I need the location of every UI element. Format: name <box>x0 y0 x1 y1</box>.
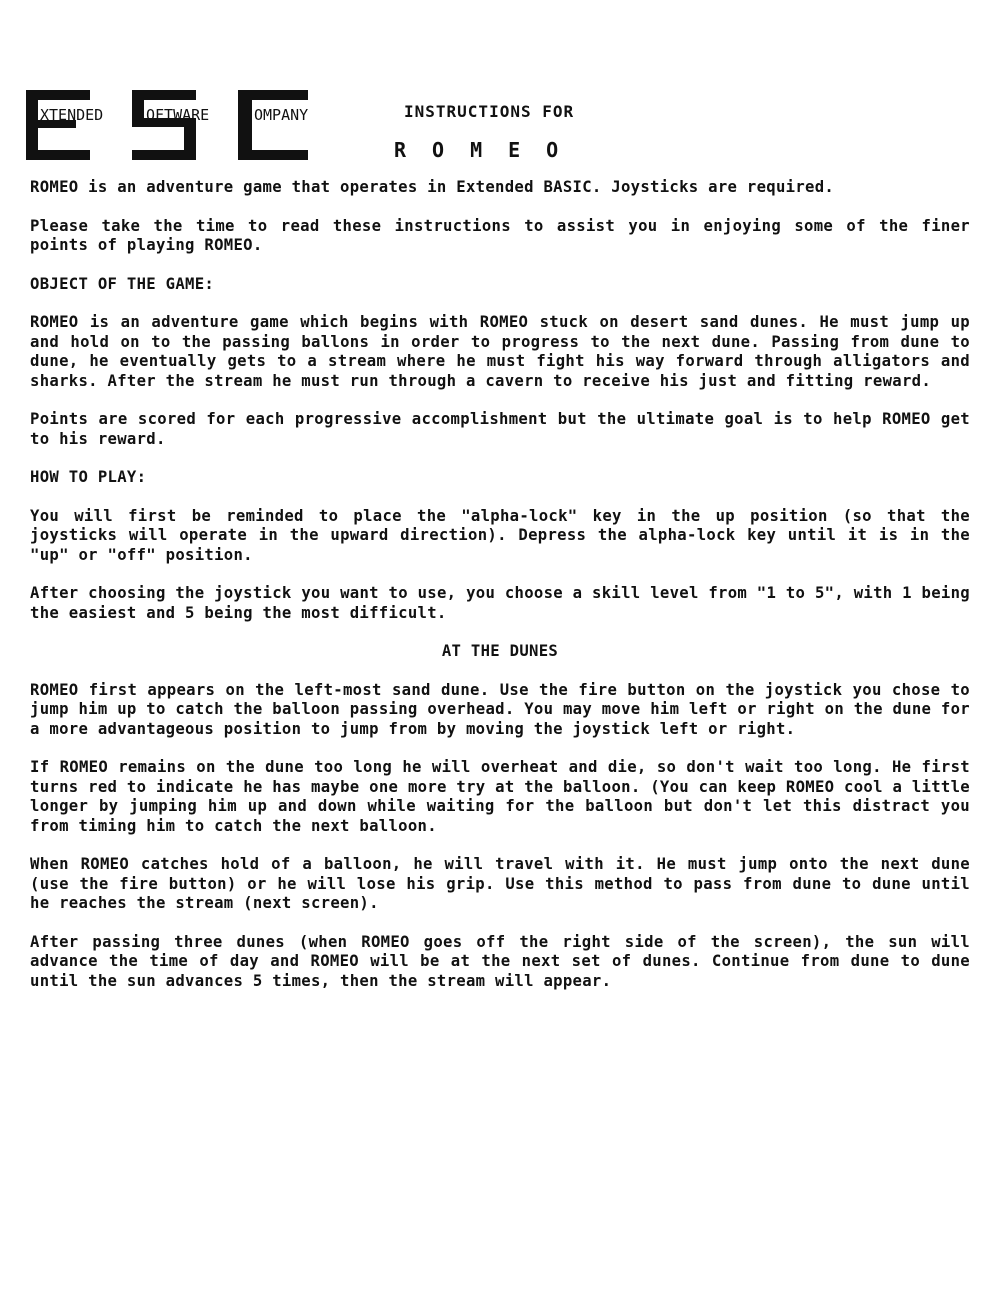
paragraph-points: Points are scored for each progressive accomplishment but the ultimate goal is to help ROMEO get to his reward. <box>30 410 970 448</box>
heading-how-to-play: HOW TO PLAY: <box>30 468 147 486</box>
instructions-for-label: INSTRUCTIONS FOR <box>404 102 575 121</box>
paragraph-skill-level: After choosing the joystick you want to use, you choose a skill level from "1 to 5", with 1 being the easiest and 5 being the most difficult. <box>30 584 970 622</box>
logo-word-ompany: OMPANY <box>254 106 309 124</box>
paragraph-please-read: Please take the time to read these instructions to assist you in enjoying some of the finer points of playing ROMEO. <box>30 216 970 254</box>
paragraph-object: ROMEO is an adventure game which begins with ROMEO stuck on desert sand dunes. He must jump up and hold on to the passing ballons in order to progress to the next dune. Passing from dune to dune, he eventually gets to a stream where he must fight his way forward through alligators and sharks. After the stream he must run through a cavern to receive his just and fitting reward. <box>30 313 970 390</box>
paragraph-intro: ROMEO is an adventure game that operates in Extended BASIC. Joysticks are required. <box>30 178 835 196</box>
heading-at-the-dunes: AT THE DUNES <box>441 642 559 660</box>
instructions-body <box>30 178 970 1010</box>
heading-object-of-game: OBJECT OF THE GAME: <box>30 274 215 293</box>
paragraph-alpha-lock: You will first be reminded to place the "alpha-lock" key in the up position (so that the joysticks will operate in the upward direction). Depress the alpha-lock key until it is in the "up" or "off" position. <box>30 506 970 564</box>
logo-word-oftware: OFTWARE <box>146 106 210 124</box>
game-title: ROMEO <box>394 138 585 162</box>
esc-logo-letters <box>26 90 326 162</box>
paragraph-catches-balloon: When ROMEO catches hold of a balloon, he will travel with it. He must jump onto the next dune (use the fire button) or he will lose his grip. Use this method to pass from dune to dune until he reaches the stream (next screen). <box>30 855 970 912</box>
paragraph-overheat: If ROMEO remains on the dune too long he will overheat and die, so don't wait too long. He first turns red to indicate he has maybe one more try at the balloon. (You can keep ROMEO cool a little longer by jumping him up and down while waiting for the balloon but don't let this distract you from timing him to catch the next balloon. <box>30 758 970 835</box>
esc-logo <box>26 90 326 162</box>
paragraph-first-appears: ROMEO first appears on the left-most sand dune. Use the fire button on the joystick you chose to jump him up to catch the balloon passing overhead. You may move him left or right on the dune for a more advantageous position to jump from by moving the joystick left or right. <box>30 680 970 738</box>
paragraph-three-dunes: After passing three dunes (when ROMEO goes off the right side of the screen), the sun will advance the time of day and ROMEO will be at the next set of dunes. Continue from dune to dune until the sun advances 5 times, then the stream will appear. <box>30 932 970 990</box>
logo-word-xtended: XTENDED <box>40 106 104 124</box>
